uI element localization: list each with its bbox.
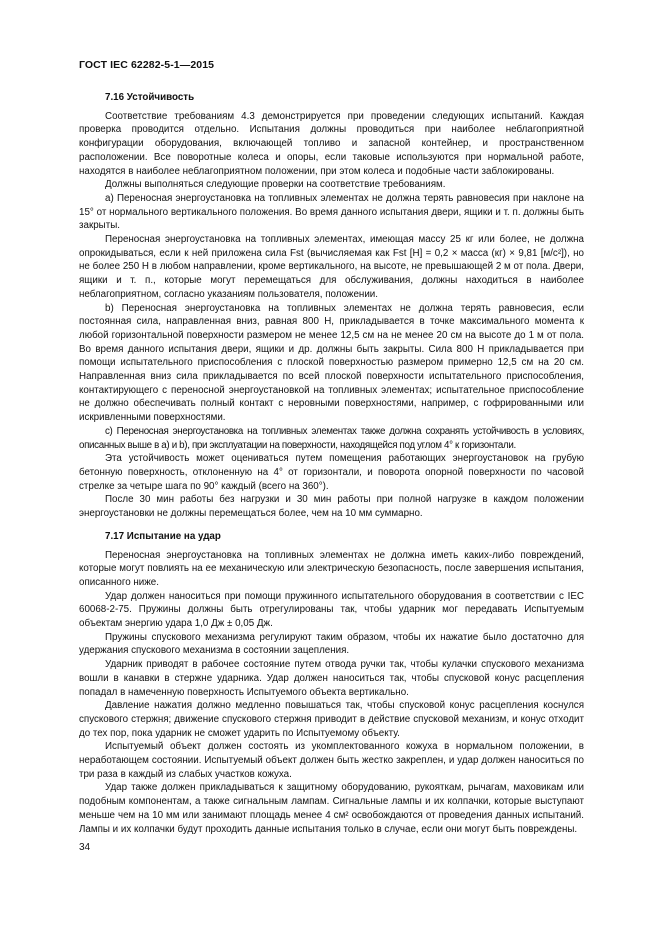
paragraph: После 30 мин работы без нагрузки и 30 мин работы при полной нагрузке в каждом положении энергоустановки не должны перемещаться более, чем на 10 мм суммарно. <box>79 494 584 520</box>
paragraph: Переносная энергоустановка на топливных элементах, имеющая массу 25 кг или более, не должна опрокидываться, если к ней приложена сила Fst (вычисляемая как Fst [Н] = 0,2 × масса (кг) × 9,81 [м/с²]), но не более 250 Н в любом направлении, кроме вертикального, на высоте, не превышающей 2 м от пола. Двери, ящики и т. п., которые могут перемещаться для обслуживания, должны находиться в наиболее неблагоприятном, согласно указаниям пользователя, положении. <box>79 234 584 300</box>
paragraph: Удар также должен прикладываться к защитному оборудованию, рукояткам, рычагам, маховикам или подобным компонентам, а также сигнальным лампам. Сигнальные лампы и их колпачки, которые выступают меньше чем на 10 мм или занимают площадь менее 4 см² освобождаются от проведения данных испытаний. Лампы и их колпачки будут проходить данные испытания только в случае, если они могут быть повреждены. <box>79 782 584 835</box>
paragraph: Удар должен наноситься при помощи пружинного испытательного оборудования в соответствии с IEC 60068-2-75. Пружины должны быть отрегулированы так, чтобы ударник мог передавать Испытуемым объектам энергию удара 1,0 Дж ± 0,05 Дж. <box>79 590 584 630</box>
page-number: 34 <box>79 842 91 853</box>
paragraph: Ударник приводят в рабочее состояние путем отвода ручки так, чтобы кулачки спускового механизма вошли в канавки в стержне ударника. Удар должен наноситься так, чтобы спусковой конус расцепления попадал в намеченную поверхность Испытуемого объекта вертикально. <box>79 659 584 698</box>
paragraph: Соответствие требованиям 4.3 демонстрируется при проведении следующих испытаний. Каждая проверка проводится отдельно. Испытания должны проводиться при наиболее неблагоприятной конфигурации оборудования, включающей топливо и запасной контейнер, и пространственном расположении. Все поворотные колеса и опоры, если таковые используются при нормальной работе, находятся в наиболее неблагоприятном положении, при этом колеса и подобные части заблокированы. <box>79 110 584 177</box>
section-title-impact-test: 7.17 Испытание на удар <box>105 530 221 542</box>
paragraph: Должны выполняться следующие проверки на соответствие требованиям. <box>105 179 446 191</box>
document-body <box>79 86 584 836</box>
paragraph: Эта устойчивость может оцениваться путем помещения работающих энергоустановок на грубую бетонную поверхность, отклоненную на 4° от горизонтали, и поворота опорной поверхности по часовой стрелке за четыре шага по 90° каждый (всего на 360°). <box>79 453 584 492</box>
document-header: ГОСТ IEC 62282-5-1—2015 <box>79 59 215 71</box>
paragraph: Давление нажатия должно медленно повышаться так, чтобы спусковой конус расцепления коснулся спускового стержня; движение спускового стержня приводит в действие спусковой механизм, и конус отходит до тех пор, пока ударник не сможет ударить по Испытуемому объекту. <box>79 700 584 739</box>
section-title-stability: 7.16 Устойчивость <box>105 92 195 103</box>
paragraph: b) Переносная энергоустановка на топливных элементах не должна терять равновесия, если постоянная сила, направленная вниз, равная 800 Н, прикладывается в точке максимального момента к любой горизонтальной поверхности размером не менее 12,5 см на не менее 20 см на высоте до 1 м от пола. Во время данного испытания двери, ящики и др. должны быть закрыты. Сила 800 Н прикладывается при помощи испытательного приспособления с плоской поверхностью размером примерно 12,5 см на 20 см. Направленная вниз сила прикладывается по всей плоской поверхности испытательного приспособления, контактирующего с переносной энергоустановкой на топливных элементах; испытательное приспособление не должно обеспечивать полный контакт с неровными поверхностями, например, с гофрированными или искривленными поверхностями. <box>79 302 584 424</box>
paragraph: Испытуемый объект должен состоять из укомплектованного кожуха в нормальном положении, в неработающем состоянии. Испытуемый объект должен быть жестко закреплен, и удар должен наноситься по три раза в каждый из слабых участков кожуха. <box>79 741 584 780</box>
paragraph: Пружины спускового механизма регулируют таким образом, чтобы их нажатие было достаточно для удержания спускового механизма в состоянии зацепления. <box>79 631 584 657</box>
paragraph: Переносная энергоустановка на топливных элементах не должна иметь каких-либо повреждений, которые могут повлиять на ее механическую или электрическую безопасность, после завершения испытания, описанного ниже. <box>79 549 584 588</box>
paragraph: a) Переносная энергоустановка на топливных элементах не должна терять равновесия при наклоне на 15° от нормального вертикального положения. Во время данного испытания двери, ящики и т. п. должны быть закрыты. <box>79 192 584 232</box>
paragraph: c) Переносная энергоустановка на топливных элементах также должна сохранять устойчивость в условиях, описанных выше в a) и b), при эксплуатации на поверхности, находящейся под углом 4° к горизонтали. <box>79 425 584 451</box>
